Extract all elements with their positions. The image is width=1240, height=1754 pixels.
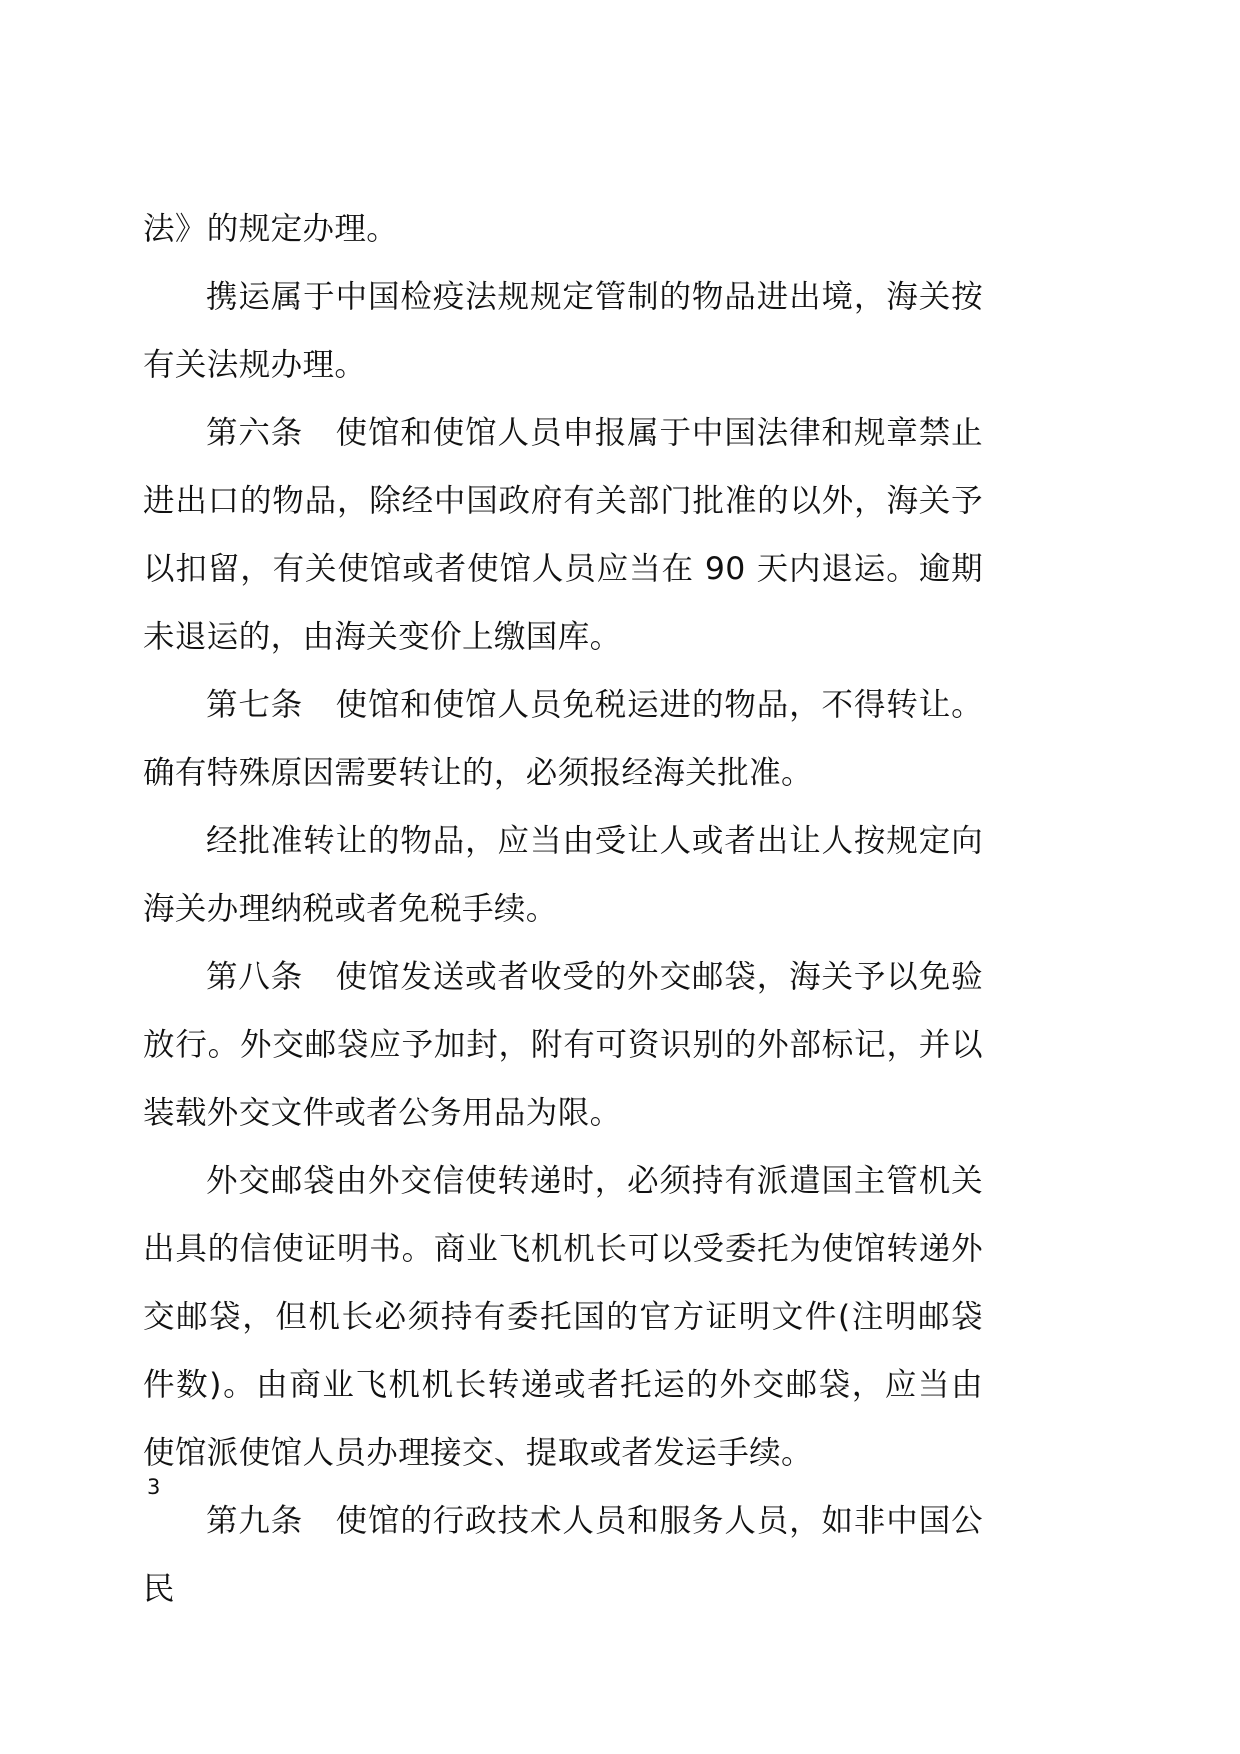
paragraph: 经批准转让的物品，应当由受让人或者出让人按规定向海关办理纳税或者免税手续。 <box>143 823 983 927</box>
paragraph-article-9: 第九条 使馆的行政技术人员和服务人员，如非中国公民 <box>143 1503 983 1607</box>
paragraph: 携运属于中国检疫法规规定管制的物品进出境，海关按有关法规办理。 <box>143 279 983 383</box>
paragraph-article-8: 第八条 使馆发送或者收受的外交邮袋，海关予以免验放行。外交邮袋应予加封，附有可资识别的外部标记，并以装载外交文件或者公务用品为限。 <box>143 959 983 1131</box>
paragraph-article-6: 第六条 使馆和使馆人员申报属于中国法律和规章禁止进出口的物品，除经中国政府有关部门批准的以外，海关予以扣留，有关使馆或者使馆人员应当在 90 天内退运。逾期未退运的，由海关变价上缴国库。 <box>143 415 983 655</box>
paragraph-article-7: 第七条 使馆和使馆人员免税运进的物品，不得转让。确有特殊原因需要转让的，必须报经海关批准。 <box>143 687 983 791</box>
paragraph: 法》的规定办理。 <box>143 211 399 247</box>
document-body <box>143 195 983 1623</box>
page-number: 3 <box>147 1475 161 1499</box>
paragraph: 外交邮袋由外交信使转递时，必须持有派遣国主管机关出具的信使证明书。商业飞机机长可以受委托为使馆转递外交邮袋，但机长必须持有委托国的官方证明文件(注明邮袋件数)。由商业飞机机长转递或者托运的外交邮袋，应当由使馆派使馆人员办理接交、提取或者发运手续。 <box>143 1163 983 1471</box>
